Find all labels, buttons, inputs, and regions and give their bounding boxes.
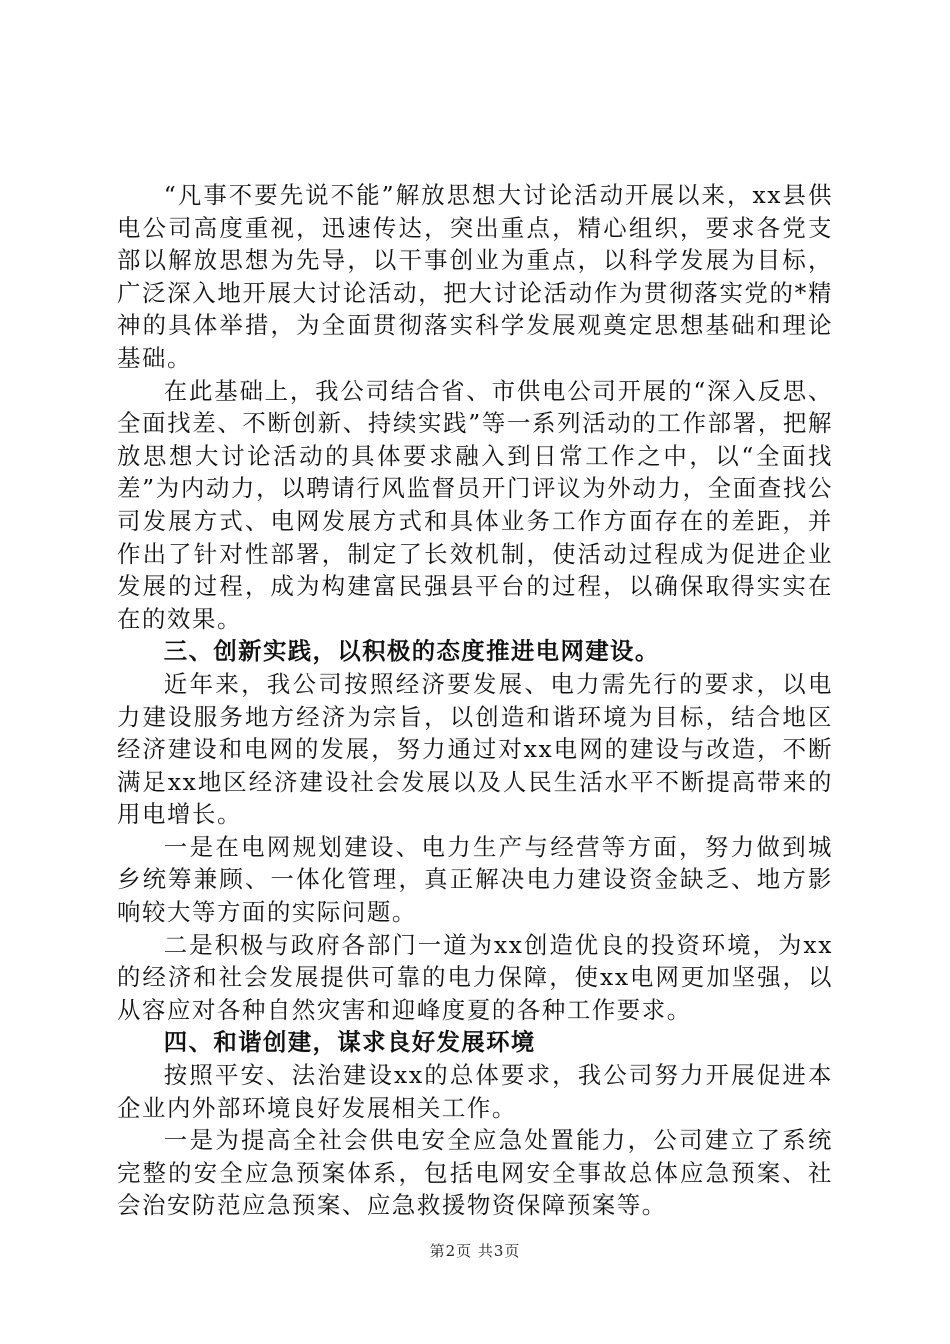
paragraph: 一是为提高全社会供电安全应急处置能力，公司建立了系统完整的安全应急预案体系，包括电网安全事故总体应急预案、社会治安防范应急预案、应急救援物资保障预案等。 xyxy=(117,1126,833,1220)
paragraph: 一是在电网规划建设、电力生产与经营等方面，努力做到城乡统筹兼顾、一体化管理，真正解决电力建设资金缺乏、地方影响较大等方面的实际问题。 xyxy=(117,832,833,927)
section-heading: 三、创新实践，以积极的态度推进电网建设。 xyxy=(163,637,660,666)
page-number: 第2页 共3页 xyxy=(429,1242,521,1260)
paragraph: “凡事不要先说不能”解放思想大讨论活动开展以来，xx县供电公司高度重视，迅速传达，突出重点，精心组织，要求各党支部以解放思想为先导，以干事创业为重点，以科学发展为目标，广泛深入地开展大讨论活动，把大讨论活动作为贯彻落实党的*精神的具体举措，为全面贯彻落实科学发展观奠定思想基础和理论基础。 xyxy=(117,181,833,372)
document-body xyxy=(117,179,833,1222)
paragraph: 近年来，我公司按照经济要发展、电力需先行的要求，以电力建设服务地方经济为宗旨，以创造和谐环境为目标，结合地区经济建设和电网的发展，努力通过对xx电网的建设与改造，不断满足xx地区经济建设社会发展以及人民生活水平不断提高带来的用电增长。 xyxy=(117,669,833,829)
paragraph: 在此基础上，我公司结合省、市供电公司开展的“深入反思、全面找差、不断创新、持续实践”等一系列活动的工作部署，把解放思想大讨论活动的具体要求融入到日常工作之中，以“全面找差”为内动力，以聘请行风监督员开门评议为外动力，全面查找公司发展方式、电网发展方式和具体业务工作方面存在的差距，并作出了针对性部署，制定了长效机制，使活动过程成为促进企业发展的过程，成为构建富民强县平台的过程，以确保取得实实在在的效果。 xyxy=(117,376,833,633)
paragraph: 二是积极与政府各部门一道为xx创造优良的投资环境，为xx的经济和社会发展提供可靠的电力保障，使xx电网更加坚强，以从容应对各种自然灾害和迎峰度夏的各种工作要求。 xyxy=(117,930,833,1024)
paragraph: 按照平安、法治建设xx的总体要求，我公司努力开展促进本企业内外部环境良好发展相关工作。 xyxy=(117,1061,833,1122)
section-heading: 四、和谐创建，谋求良好发展环境 xyxy=(163,1028,536,1057)
